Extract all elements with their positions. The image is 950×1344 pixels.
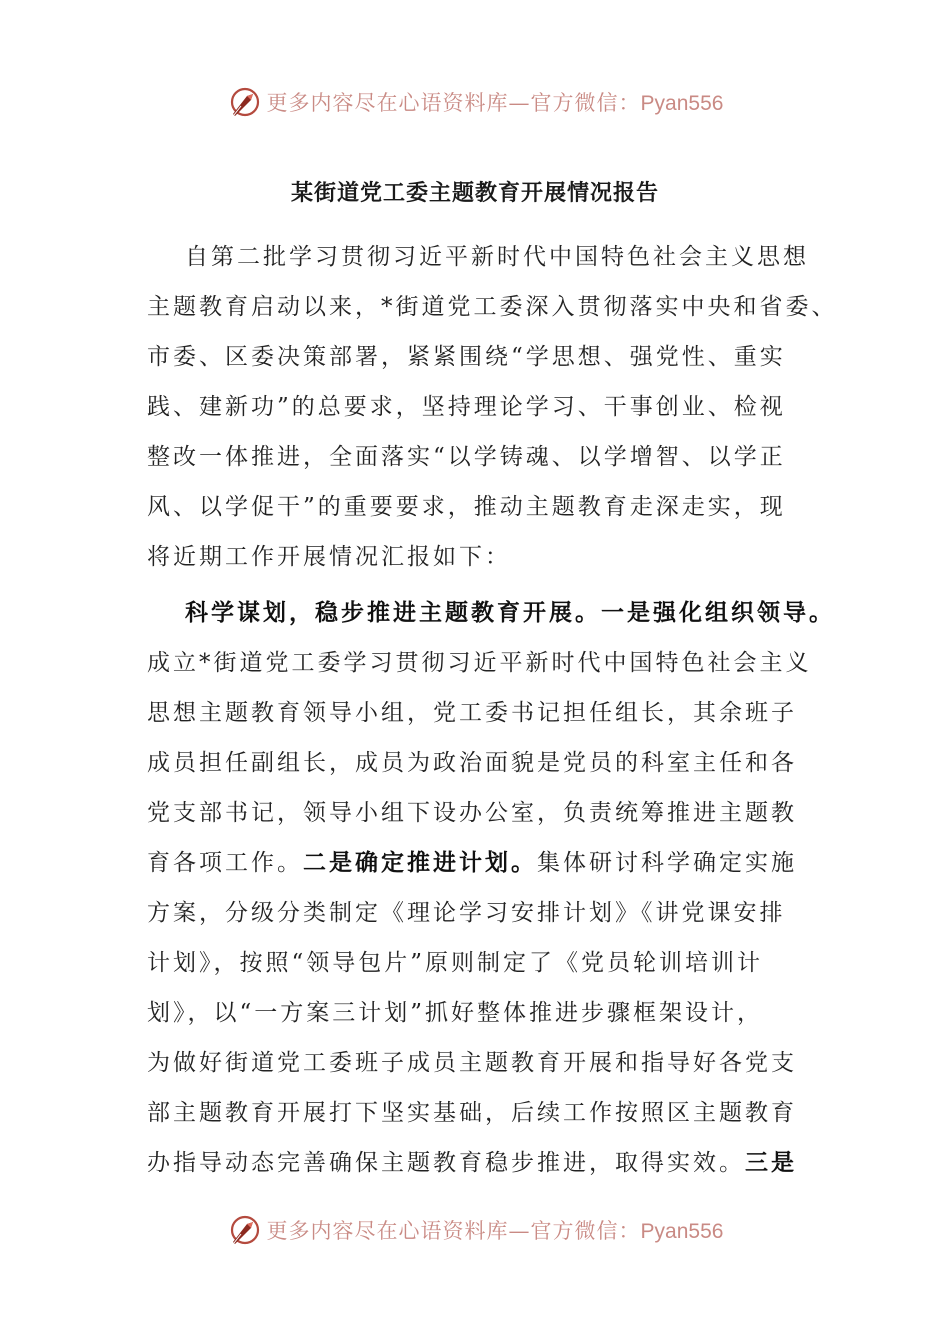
- document-title: 某街道党工委主题教育开展情况报告: [290, 180, 659, 206]
- text-line: 部主题教育开展打下坚实基础，后续工作按照区主题教育: [147, 1100, 797, 1126]
- pen-nib-circle-logo-icon: [227, 84, 263, 120]
- text-line: 将近期工作开展情况汇报如下：: [147, 544, 511, 570]
- text-line: 风、以学促干”的重要要求，推动主题教育走深走实，现: [147, 494, 786, 520]
- text-line: 划》，以“一方案三计划”抓好整体推进步骤框架设计，: [147, 1000, 764, 1026]
- watermark-text: 更多内容尽在心语资料库—官方微信：Pyan556: [266, 91, 724, 115]
- paragraph-intro: [147, 232, 838, 582]
- text-line: 办指导动态完善确保主题教育稳步推进，取得实效。三是: [147, 1149, 797, 1176]
- text-line: 践、建新功”的总要求，坚持理论学习、干事创业、检视: [147, 394, 786, 420]
- section-heading: 科学谋划，稳步推进主题教育开展。一是强化组织领导。: [185, 599, 835, 626]
- text-line: 党支部书记，领导小组下设办公室，负责统筹推进主题教: [147, 800, 797, 826]
- text-line: 成员担任副组长，成员为政治面貌是党员的科室主任和各: [147, 750, 797, 776]
- wechat-id: Pyan556: [640, 92, 724, 115]
- text-line: 成立*街道党工委学习贯彻习近平新时代中国特色社会主义: [147, 650, 812, 676]
- text-line: 主题教育启动以来，*街道党工委深入贯彻落实中央和省委、: [147, 294, 838, 320]
- text-line: 计划》，按照“领导包片”原则制定了《党员轮训培训计: [147, 950, 764, 976]
- text-line: 育各项工作。二是确定推进计划。集体研讨科学确定实施: [147, 849, 797, 876]
- text-line: 自第二批学习贯彻习近平新时代中国特色社会主义思想: [185, 244, 809, 270]
- text-line: 方案，分级分类制定《理论学习安排计划》《讲党课安排: [147, 900, 786, 926]
- wechat-id: Pyan556: [640, 1220, 724, 1243]
- text-line: 思想主题教育领导小组，党工委书记担任组长，其余班子: [147, 700, 797, 726]
- text-line: 整改一体推进，全面落实“以学铸魂、以学增智、以学正: [147, 444, 786, 470]
- watermark-banner-bottom: [0, 1208, 950, 1252]
- watermark-text: 更多内容尽在心语资料库—官方微信：Pyan556: [266, 1219, 724, 1243]
- paragraph-planning: [147, 588, 835, 1188]
- watermark-banner-top: [0, 80, 950, 124]
- text-line: 市委、区委决策部署，紧紧围绕“学思想、强党性、重实: [147, 344, 786, 370]
- pen-nib-circle-logo-icon: [227, 1212, 263, 1248]
- text-line: 为做好街道党工委班子成员主题教育开展和指导好各党支: [147, 1050, 797, 1076]
- subheading-two: 二是确定推进计划。: [303, 849, 537, 876]
- subheading-three: 三是: [745, 1149, 797, 1176]
